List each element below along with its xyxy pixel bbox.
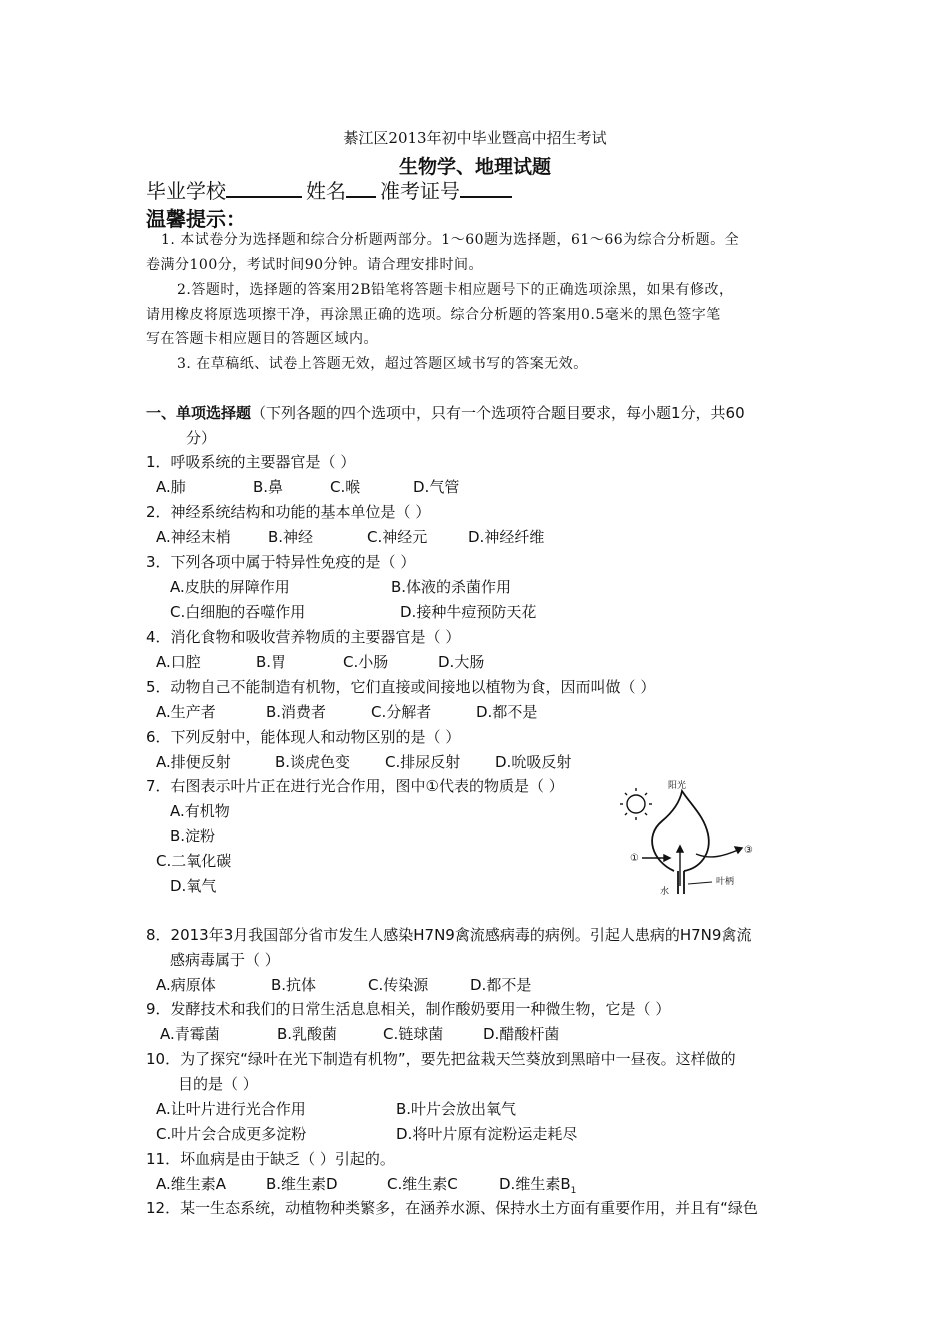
tips-heading: 温馨提示： [146, 207, 246, 231]
option-d [499, 1173, 576, 1196]
subscript: 1 [570, 1186, 577, 1196]
option-d: D.醋酸杆菌 [483, 1025, 560, 1043]
option-a: A.排便反射 [156, 753, 231, 771]
question-8: 8．2013年3月我国部分省市发生人感染H7N9禽流感病毒的病例。引起人患病的H7N9禽流 [146, 926, 752, 944]
option-b: B.维生素D [266, 1175, 338, 1193]
subject-title: 生物学、地理试题 [398, 156, 551, 178]
option-a: A.肺 [156, 478, 186, 496]
question-3: 3．下列各项中属于特异性免疫的是（ ） [146, 553, 416, 571]
option-a: A.有机物 [170, 802, 230, 820]
option-c: C.分解者 [371, 703, 432, 721]
candidate-info-line [146, 175, 516, 204]
section-desc-cont: 分） [186, 429, 217, 447]
note-line: 1. 本试卷分为选择题和综合分析题两部分。1～60题为选择题，61～66为综合分析题。全 [161, 232, 740, 248]
option-d: D.接种牛痘预防天花 [400, 603, 537, 621]
option-b: B.体液的杀菌作用 [391, 578, 512, 596]
question-12: 12．某一生态系统，动植物种类繁多，在涵养水源、保持水土方面有重要作用，并且有“绿色 [146, 1199, 758, 1217]
option-b: B.神经 [268, 528, 314, 546]
option-b: B.鼻 [253, 478, 284, 496]
option-d: D.都不是 [476, 703, 538, 721]
option-a: A.青霉菌 [160, 1025, 220, 1043]
option-d: D.神经纤维 [468, 528, 545, 546]
photosynthesis-diagram [612, 776, 772, 901]
option-a: A.让叶片进行光合作用 [156, 1100, 306, 1118]
question-5: 5．动物自己不能制造有机物，它们直接或间接地以植物为食，因而叫做（ ） [146, 678, 656, 696]
option-a: A.皮肤的屏障作用 [170, 578, 290, 596]
option-c: C.叶片会合成更多淀粉 [156, 1125, 307, 1143]
question-2: 2．神经系统结构和功能的基本单位是（ ） [146, 503, 431, 521]
note-line: 请用橡皮将原选项擦干净，再涂黑正确的选项。综合分析题的答案用0.5毫米的黑色签字笔 [146, 307, 721, 323]
option-c: C.白细胞的吞噬作用 [170, 603, 306, 621]
question-8-cont: 感病毒属于（ ） [170, 951, 280, 969]
option-b: B.淀粉 [170, 827, 216, 845]
option-d-text: D.维生素B [499, 1175, 571, 1193]
option-a: A.维生素A [156, 1175, 227, 1193]
option-d: D.气管 [413, 478, 460, 496]
option-c: C.喉 [330, 478, 361, 496]
sun-icon [620, 788, 652, 820]
option-a: A.口腔 [156, 653, 201, 671]
option-c: C.小肠 [343, 653, 389, 671]
option-b: B.抗体 [271, 976, 317, 994]
option-a: A.神经末梢 [156, 528, 231, 546]
section-desc: （下列各题的四个选项中，只有一个选项符合题目要求，每小题1分，共60 [251, 404, 745, 422]
question-11: 11．坏血病是由于缺乏（ ）引起的。 [146, 1150, 395, 1168]
option-d: D.吮吸反射 [495, 753, 572, 771]
option-d: D.将叶片原有淀粉运走耗尽 [396, 1125, 578, 1143]
option-c: C.排尿反射 [385, 753, 461, 771]
question-10: 10．为了探究“绿叶在光下制造有机物”，要先把盆栽天竺葵放到黑暗中一昼夜。这样做的 [146, 1050, 736, 1068]
option-b: B.胃 [256, 653, 287, 671]
section-heading [146, 402, 745, 423]
option-c: C.传染源 [368, 976, 429, 994]
school-label: 毕业学校 [146, 179, 226, 203]
option-d: D.氧气 [170, 877, 217, 895]
name-label: 姓名 [306, 179, 346, 203]
note-line: 卷满分100分，考试时间90分钟。请合理安排时间。 [146, 257, 484, 273]
option-b: B.消费者 [266, 703, 327, 721]
petiole-label: 叶柄 [716, 877, 735, 887]
note-line: 3. 在草稿纸、试卷上答题无效，超过答题区域书写的答案无效。 [177, 356, 588, 372]
id-label: 准考证号 [380, 179, 460, 203]
option-a: A.生产者 [156, 703, 216, 721]
question-1: 1．呼吸系统的主要器官是（ ） [146, 453, 356, 471]
water-label: 水 [660, 887, 670, 897]
name-blank [346, 178, 376, 198]
id-blank [460, 178, 512, 198]
label-3: ③ [744, 845, 753, 856]
option-d: D.都不是 [470, 976, 532, 994]
question-4: 4．消化食物和吸收营养物质的主要器官是（ ） [146, 628, 461, 646]
question-7: 7．右图表示叶片正在进行光合作用，图中①代表的物质是（ ） [146, 777, 564, 795]
note-line: 写在答题卡相应题目的答题区域内。 [146, 331, 378, 347]
question-10-cont: 目的是（ ） [178, 1075, 258, 1093]
option-b: B.乳酸菌 [277, 1025, 338, 1043]
question-6: 6．下列反射中，能体现人和动物区别的是（ ） [146, 728, 461, 746]
section-title: 一、单项选择题 [146, 404, 252, 422]
sun-label: 阳光 [668, 781, 687, 791]
option-b: B.叶片会放出氧气 [396, 1100, 517, 1118]
label-1: ① [630, 853, 639, 864]
note-line: 2.答题时，选择题的答案用2B铅笔将答题卡相应题号下的正确选项涂黑，如果有修改， [177, 282, 734, 298]
option-d: D.大肠 [438, 653, 485, 671]
question-9: 9．发酵技术和我们的日常生活息息相关，制作酸奶要用一种微生物，它是（ ） [146, 1000, 671, 1018]
option-c: C.维生素C [387, 1175, 458, 1193]
school-blank [226, 178, 302, 198]
option-c: C.二氧化碳 [156, 852, 232, 870]
option-c: C.神经元 [367, 528, 428, 546]
option-c: C.链球菌 [383, 1025, 444, 1043]
option-b: B.谈虎色变 [275, 753, 351, 771]
option-a: A.病原体 [156, 976, 216, 994]
exam-title: 綦江区2013年初中毕业暨高中招生考试 [343, 129, 607, 147]
petiole-pointer [688, 882, 712, 884]
